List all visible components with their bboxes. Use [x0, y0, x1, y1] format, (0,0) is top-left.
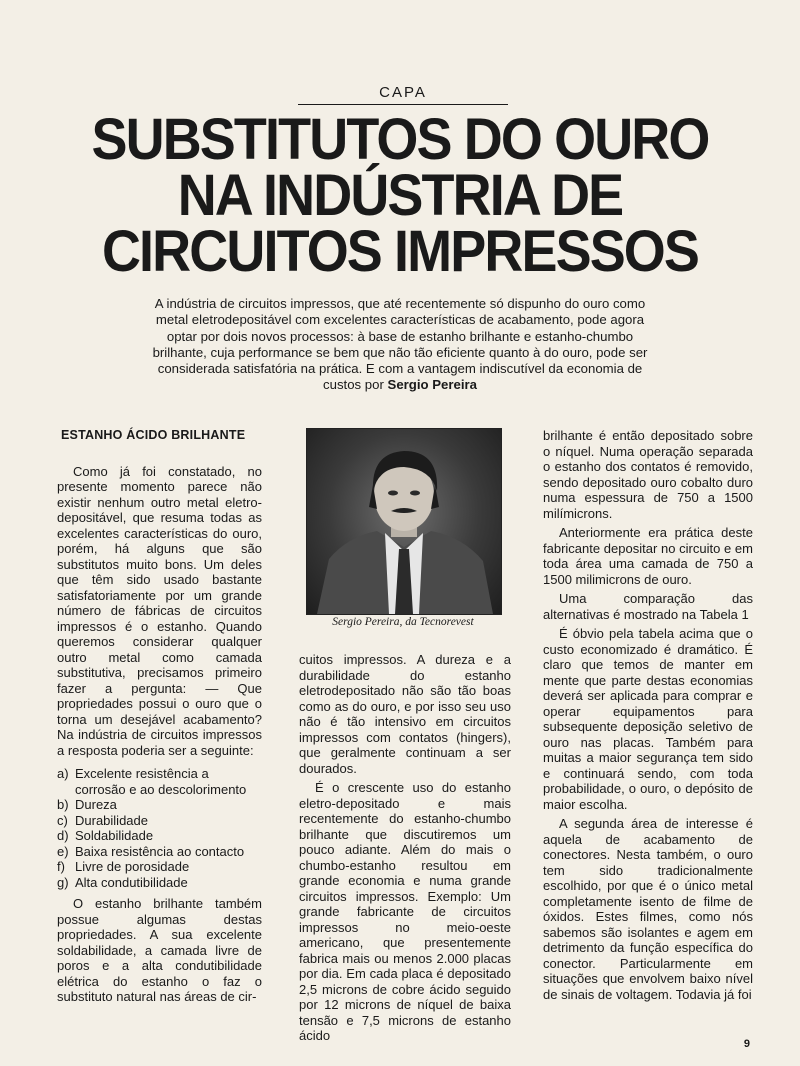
photo-caption: Sergio Pereira, da Tecnorevest	[332, 616, 474, 628]
article-intro	[140, 296, 660, 394]
paragraph: O estanho brilhante também possue algumas destas propriedades. A sua excelente soldabilidade, a camada livre de poros e a alta condutibilidade elétrica do estanho o faz o substituto natural nas áreas de cir-	[57, 896, 262, 1004]
list-item-text: Alta condutibilidade	[75, 874, 188, 890]
list-item	[57, 859, 262, 875]
article-headline	[65, 107, 735, 284]
list-item-text: Livre de porosidade	[75, 859, 190, 874]
paragraph: A segunda área de interesse é aquela de acabamento de conectores. Nesta também, o ouro tem sido tradicionalmente escolhido, por que é o único metal completamente isento de filme de óxidos. Estes filmes, como nós sabemos são isolantes e agem em detrimento da função específica do conector. Particularmente em situações que envolvem baixo nível de sinais de voltagem. Todavia já foi	[543, 816, 753, 1002]
page-number: 9	[743, 1038, 750, 1050]
headline-line-2: NA INDÚSTRIA DE	[177, 163, 623, 228]
paragraph: É o crescente uso do estanho eletro-depositado e mais recentemente do estanho-chumbo brilhante que discutiremos um pouco adiante. Além do mais o chumbo-estanho resultou em grande economia e numa grande circuitos impressos. Exemplo: Um grande fabricante de circuitos impressos no meio-oeste americano, que presentemente fabrica mais ou menos 2.000 placas por dia. Em cada placa é depositado 2,5 microns de cobre ácido seguido por 12 microns de níquel de baixa tensão e 7,5 microns de estanho ácido	[299, 780, 511, 1043]
byline-author: Sergio Pereira	[387, 377, 477, 393]
paragraph: Como já foi constatado, no presente momento parece não existir nenhum outro metal eletro-depositável, que resuma todas as excelentes características do ouro, porém, há alguns que são substitutos muito bons. Um deles que têm sido usado bastante satisfatoriamente por um grande número de fábricas de circuitos impressos é o estanho. Quando queremos considerar qualquer outro metal como camada substitutiva, precisamos primeiro fazer a pergunta: — Que propriedades possui o ouro que o torna um desejável acabamento? Na indústria de circuitos impressos a resposta poderia ser a seguinte:	[57, 463, 262, 758]
author-photo	[306, 428, 502, 615]
column-3	[543, 428, 753, 1006]
list-marker: d)	[57, 828, 69, 843]
subhead: ESTANHO ÁCIDO BRILHANTE	[61, 428, 246, 442]
list-marker: c)	[57, 812, 68, 828]
list-marker: g)	[57, 874, 69, 890]
list-item	[57, 766, 262, 797]
list-item-text: Soldabilidade	[75, 828, 154, 843]
paragraph: cuitos impressos. A dureza e a durabilidade do estanho eletrodepositado não são tão boas como as do ouro, e por isso seu uso não é tão intensivo em circuitos impressos com contatos (hingers), que geralmente continuam a ser dourados.	[299, 652, 511, 776]
headline-line-1: SUBSTITUTOS DO OURO	[91, 107, 709, 172]
intro-text: A indústria de circuitos impressos, que até recentemente só dispunho do ouro como metal eletrodepositável com excelentes características de acabamento, pode agora optar por dois novos processos: à base de estanho brilhante e estanho-chumbo brilhante, cuja performance se bem que não tão eficiente quanto à do ouro, pode ser considerada satisfatória na prática. E com a vantagem indiscutível da economia de custos por	[152, 296, 648, 393]
list-item	[57, 797, 262, 813]
list-item	[57, 875, 262, 891]
list-item	[57, 813, 262, 829]
list-marker: f)	[57, 859, 65, 874]
list-item	[57, 844, 262, 860]
list-item-text: Excelente resistência a corrosão e ao descolorimento	[75, 766, 247, 797]
list-item-text: Baixa resistência ao contacto	[75, 843, 245, 859]
list-marker: b)	[57, 797, 69, 812]
headline-line-3: CIRCUITOS IMPRESSOS	[101, 219, 699, 284]
list-item	[57, 828, 262, 844]
list-marker: a)	[57, 766, 69, 781]
column-1	[57, 428, 262, 1009]
list-item-text: Dureza	[75, 797, 117, 812]
list-item-text: Durabilidade	[75, 812, 148, 828]
paragraph: Uma comparação das alternativas é mostrado na Tabela 1	[543, 591, 753, 622]
paragraph: brilhante é então depositado sobre o níquel. Numa operação separada o estanho dos contatos é removido, sendo depositado ouro cobalto duro numa espessura de 750 a 1500 milímicrons.	[543, 428, 753, 521]
paragraph: É óbvio pela tabela acima que o custo economizado é dramático. É claro que temos de manter em mente que parte destas economias deverá ser aplicada para comprar e operar equipamentos para subsequente deposição seletivo de ouro nas placas. Também para muitas a maior segurança tem sido e continuará sendo, com toda probabilidade, o ouro, o depósito de maior escolha.	[543, 626, 753, 812]
column-2	[299, 652, 511, 1048]
paragraph: Anteriormente era prática deste fabricante depositar no circuito e em toda área uma camada de 750 a 1500 milimicrons de ouro.	[543, 525, 753, 587]
portrait-illustration	[307, 429, 501, 614]
section-label: CAPA	[298, 84, 508, 105]
list-marker: e)	[57, 843, 69, 859]
properties-list	[57, 766, 262, 890]
